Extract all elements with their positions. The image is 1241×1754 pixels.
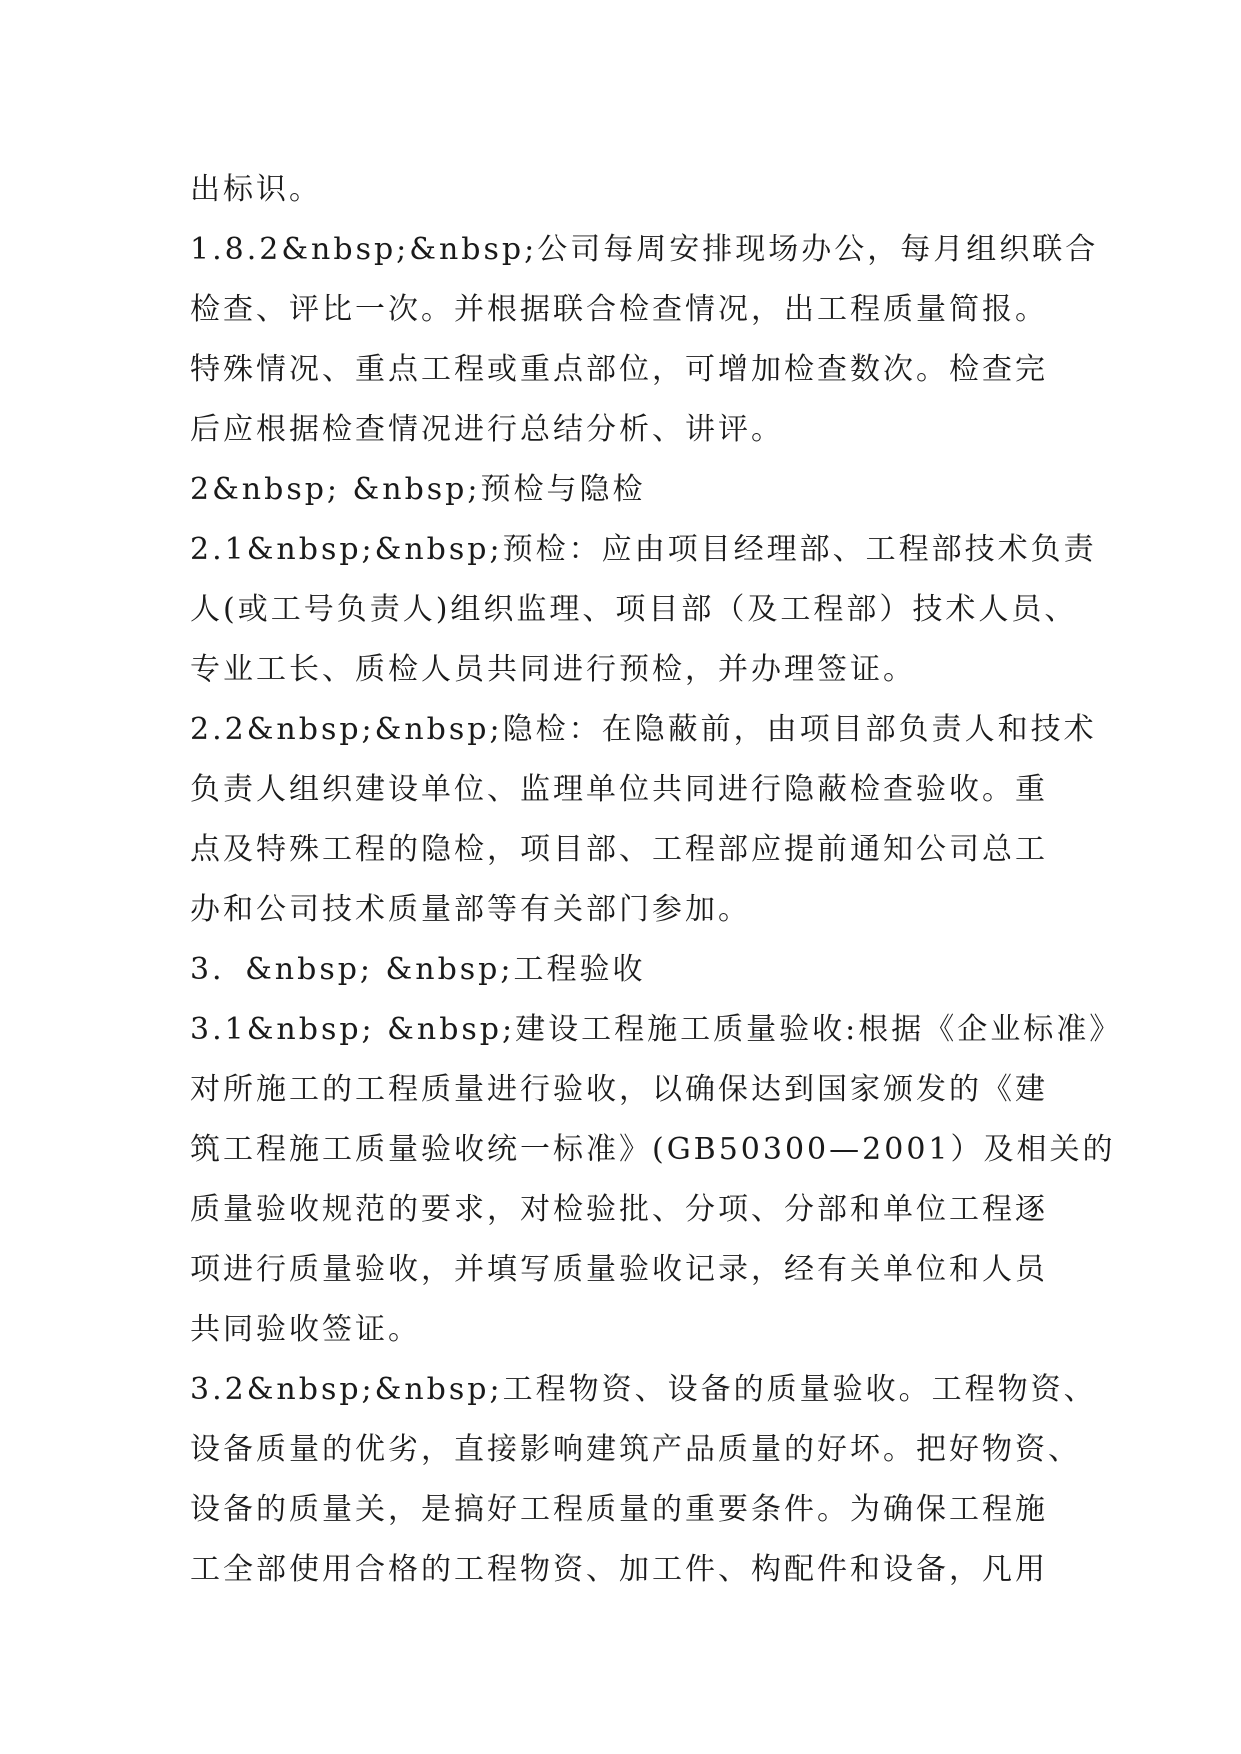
text-line: 特殊情况、重点工程或重点部位，可增加检查数次。检查完 <box>190 352 1048 387</box>
section-heading: 2&nbsp; &nbsp;预检与隐检 <box>190 472 646 507</box>
text-line: 对所施工的工程质量进行验收，以确保达到国家颁发的《建 <box>190 1072 1048 1107</box>
text-line: 后应根据检查情况进行总结分析、讲评。 <box>190 412 784 447</box>
text-line: 办和公司技术质量部等有关部门参加。 <box>190 892 751 927</box>
text-line: 设备质量的优劣，直接影响建筑产品质量的好坏。把好物资、 <box>190 1432 1081 1467</box>
text-line: 项进行质量验收，并填写质量验收记录，经有关单位和人员 <box>190 1252 1048 1287</box>
text-line: 检查、评比一次。并根据联合检查情况，出工程质量简报。 <box>190 292 1048 327</box>
text-line: 3.1&nbsp; &nbsp;建设工程施工质量验收:根据《企业标准》 <box>190 1012 1123 1047</box>
text-line: 负责人组织建设单位、监理单位共同进行隐蔽检查验收。重 <box>190 772 1048 807</box>
section-heading: 3．&nbsp; &nbsp;工程验收 <box>190 952 646 987</box>
text-line: 工全部使用合格的工程物资、加工件、构配件和设备，凡用 <box>190 1552 1048 1587</box>
text-line: 专业工长、质检人员共同进行预检，并办理签证。 <box>190 652 916 687</box>
text-line: 2.1&nbsp;&nbsp;预检：应由项目经理部、工程部技术负责 <box>190 532 1097 567</box>
text-line: 共同验收签证。 <box>190 1312 421 1347</box>
text-line: 设备的质量关，是搞好工程质量的重要条件。为确保工程施 <box>190 1492 1048 1527</box>
text-line: 出标识。 <box>190 172 322 207</box>
document-body <box>190 160 1123 1600</box>
text-line: 筑工程施工质量验收统一标准》(GB50300—2001）及相关的 <box>190 1132 1116 1167</box>
text-line: 1.8.2&nbsp;&nbsp;公司每周安排现场办公，每月组织联合 <box>190 232 1099 267</box>
text-line: 点及特殊工程的隐检，项目部、工程部应提前通知公司总工 <box>190 832 1048 867</box>
text-line: 人(或工号负责人)组织监理、项目部（及工程部）技术人员、 <box>190 592 1078 627</box>
text-line: 质量验收规范的要求，对检验批、分项、分部和单位工程逐 <box>190 1192 1048 1227</box>
text-line: 2.2&nbsp;&nbsp;隐检：在隐蔽前，由项目部负责人和技术 <box>190 712 1097 747</box>
text-line: 3.2&nbsp;&nbsp;工程物资、设备的质量验收。工程物资、 <box>190 1372 1097 1407</box>
